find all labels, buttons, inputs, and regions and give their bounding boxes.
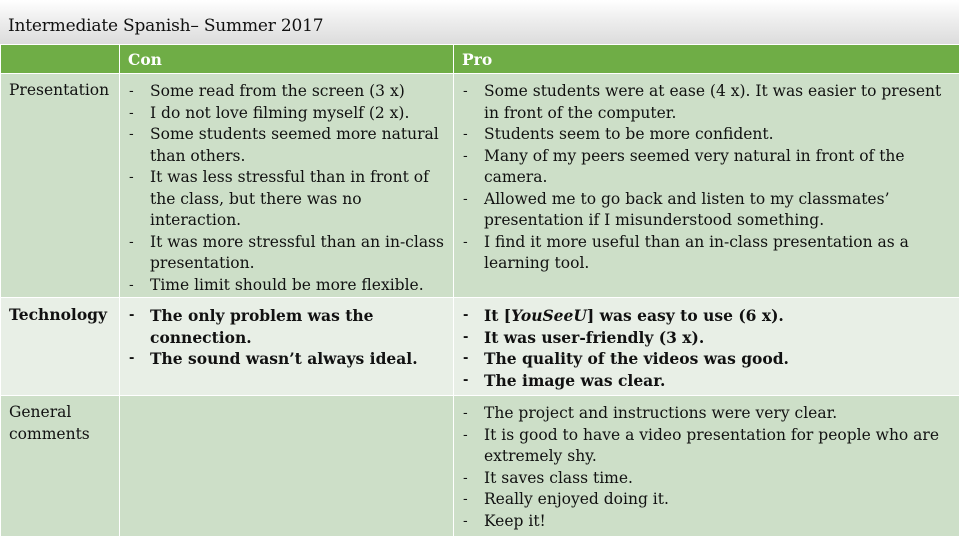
con-list — [121, 397, 452, 403]
table-header-row — [1, 45, 959, 74]
list-item: - I find it more useful than an in-class presentation as a learning tool. — [463, 232, 952, 275]
list-item: - The image was clear. — [463, 370, 952, 392]
cell-technology-pro — [454, 298, 959, 396]
cell-general-comments-con — [120, 396, 454, 537]
cell-technology-con — [120, 298, 454, 396]
list-item: - It was less stressful than in front of the class, but there was no interaction. — [129, 167, 446, 232]
list-item: - The only problem was the connection. — [129, 305, 446, 348]
product-name: YouSeeU — [511, 306, 587, 325]
list-item: - Some students seemed more natural than others. — [129, 124, 446, 167]
header-pro: Pro — [454, 45, 959, 74]
row-label-presentation: Presentation — [1, 74, 120, 298]
list-item: - Really enjoyed doing it. — [463, 489, 952, 511]
header-con: Con — [120, 45, 454, 74]
pro-list — [455, 75, 958, 275]
table-row-presentation — [1, 74, 959, 298]
list-item: - Some students were at ease (4 x). It was easier to present in front of the computer. — [463, 81, 952, 124]
page-title: Intermediate Spanish– Summer 2017 — [8, 16, 323, 36]
row-label-technology: Technology — [1, 298, 120, 396]
list-item: - It was more stressful than an in-class presentation. — [129, 232, 446, 275]
header-category — [1, 45, 120, 74]
feedback-table — [0, 44, 959, 537]
list-item: - Keep it! — [463, 511, 952, 533]
list-item: - It is good to have a video presentation for people who are extremely shy. — [463, 425, 952, 468]
table-row-general-comments — [1, 396, 959, 537]
list-item: - Allowed me to go back and listen to my classmates’ presentation if I misunderstood something. — [463, 189, 952, 232]
cell-presentation-pro — [454, 74, 959, 298]
list-item-text: ] was easy to use (6 x). — [587, 306, 784, 325]
list-item: - Some read from the screen (3 x) — [129, 81, 446, 103]
list-item: - The sound wasn’t always ideal. — [129, 348, 446, 370]
cell-general-comments-pro — [454, 396, 959, 537]
list-item: - Many of my peers seemed very natural in front of the camera. — [463, 146, 952, 189]
list-item: - It saves class time. — [463, 468, 952, 490]
list-item: - The quality of the videos was good. — [463, 348, 952, 370]
con-list — [121, 75, 452, 296]
con-list — [121, 299, 452, 370]
title-bar — [0, 0, 959, 44]
list-item: - Time limit should be more flexible. — [129, 275, 446, 297]
list-item-text: It [ — [484, 306, 511, 325]
list-item: - Students seem to be more confident. — [463, 124, 952, 146]
list-item: - The project and instructions were very clear. — [463, 403, 952, 425]
cell-presentation-con — [120, 74, 454, 298]
table-row-technology — [1, 298, 959, 396]
pro-list — [455, 397, 958, 532]
list-item: - I do not love filming myself (2 x). — [129, 103, 446, 125]
list-item — [463, 305, 952, 327]
pro-list — [455, 299, 958, 391]
list-item: - It was user-friendly (3 x). — [463, 327, 952, 349]
row-label-general-comments: General comments — [1, 396, 120, 537]
